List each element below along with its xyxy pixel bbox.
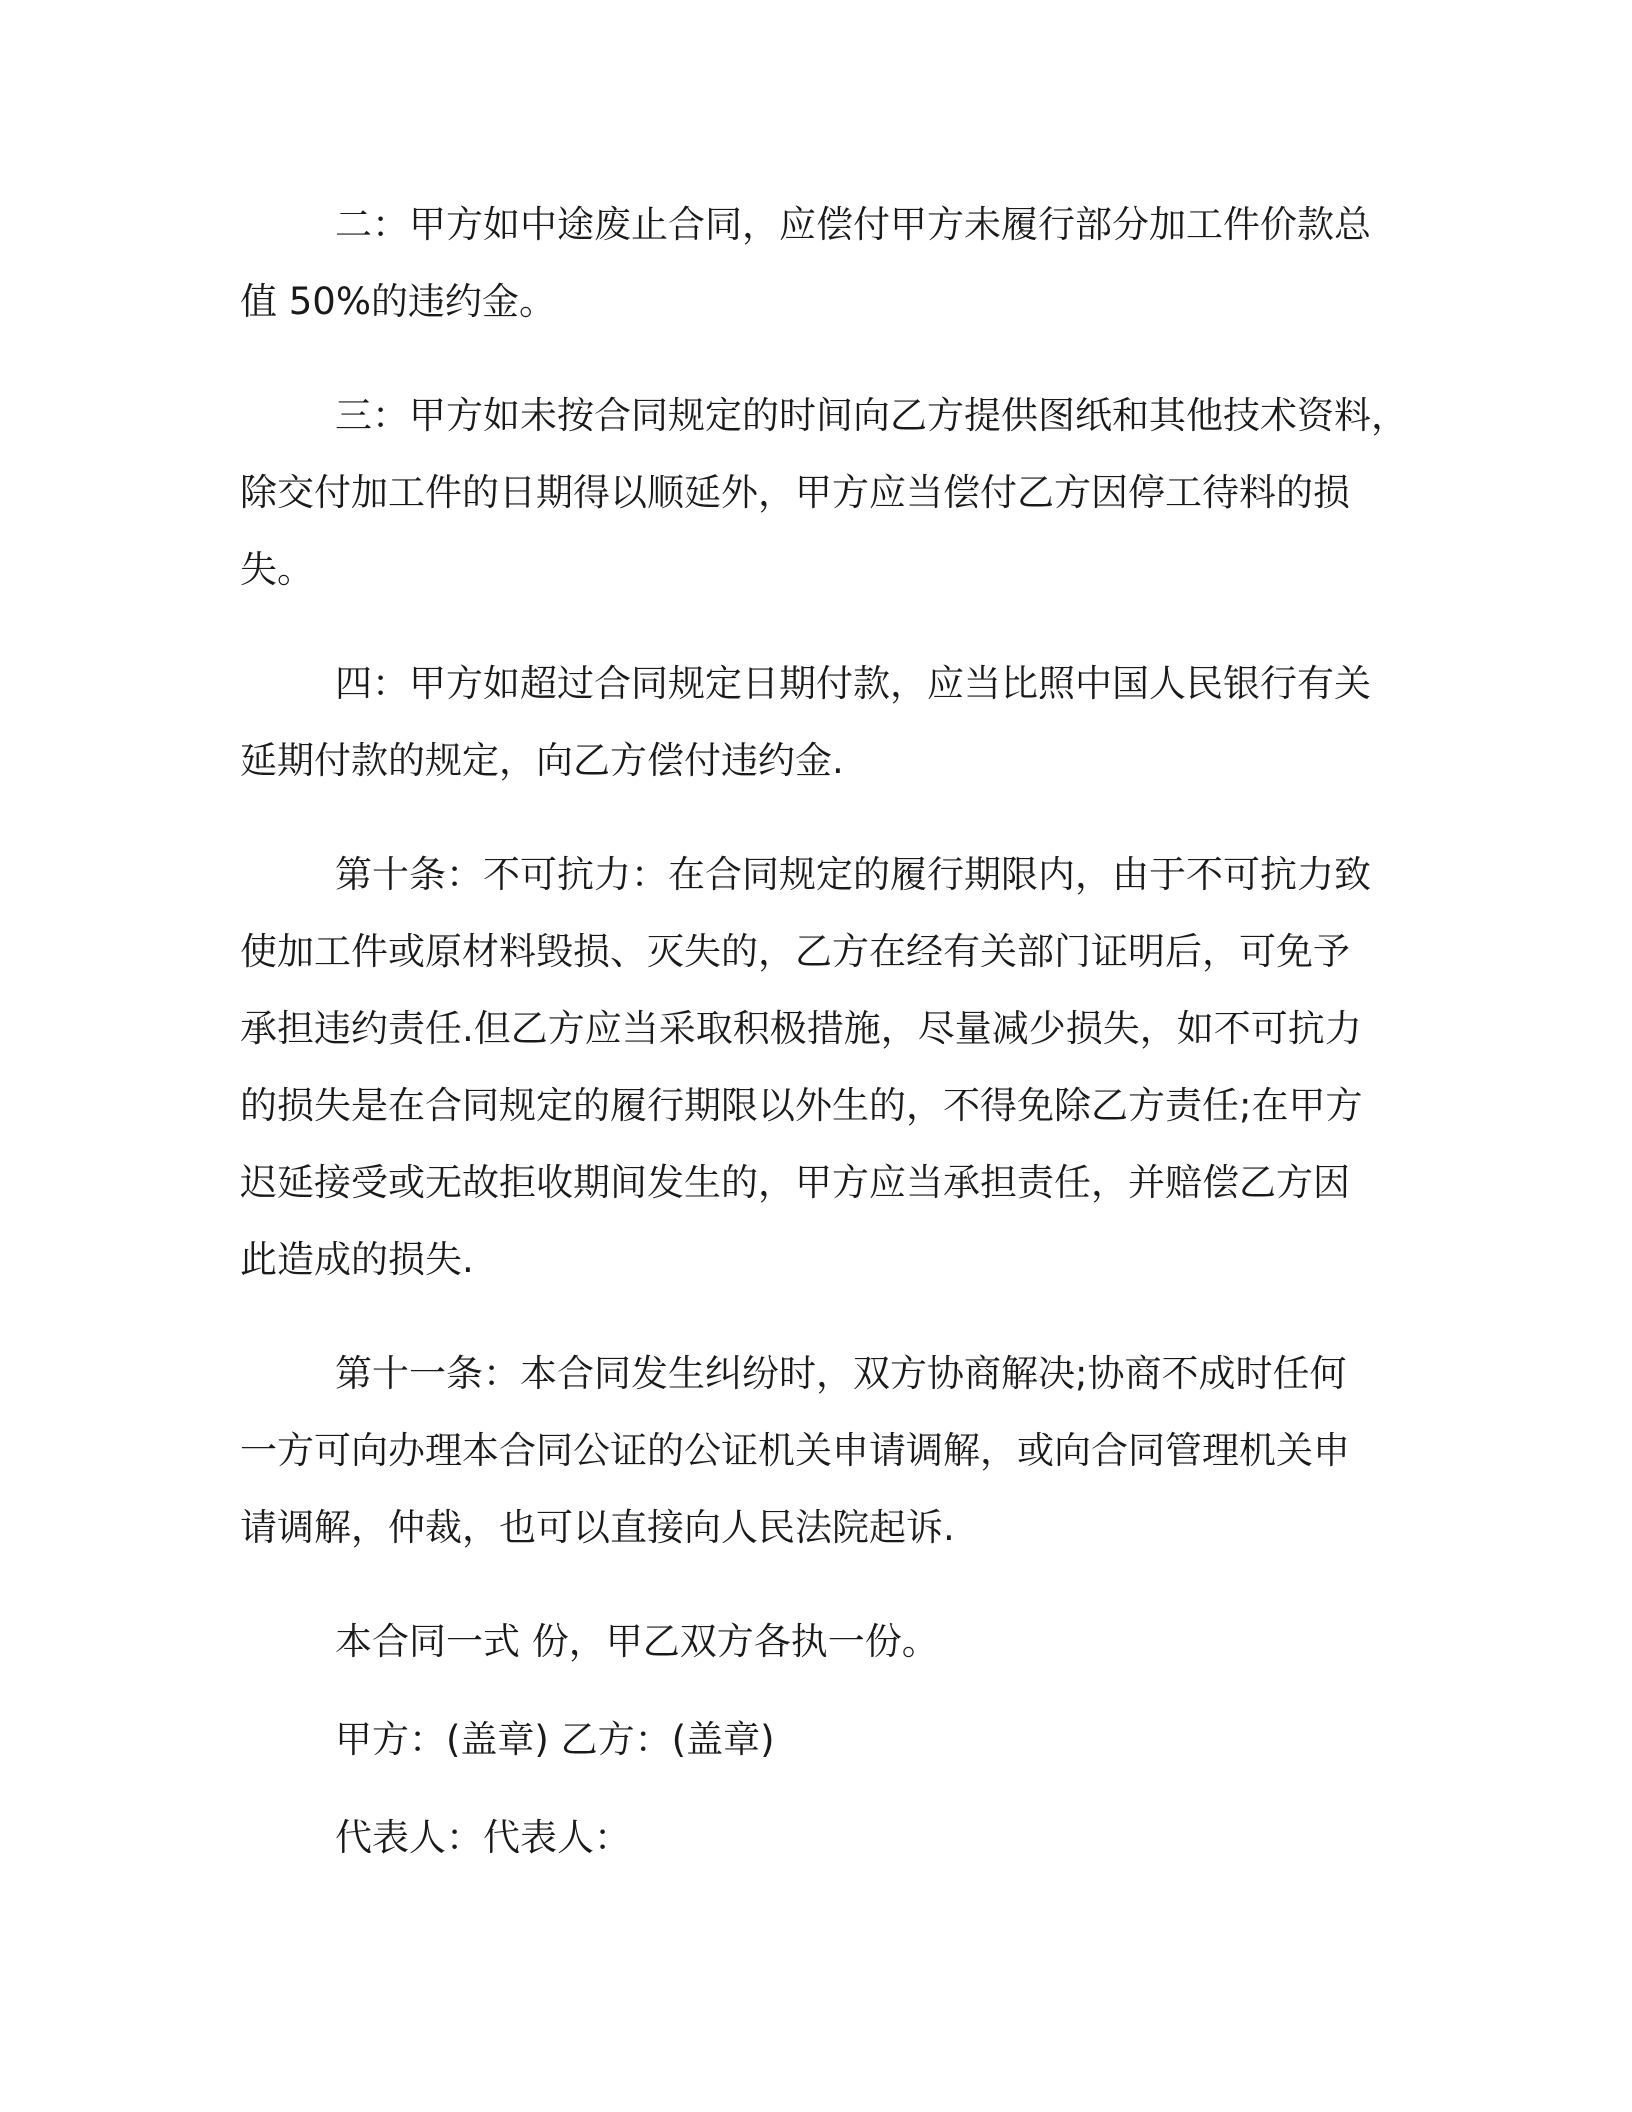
text-line: 值 50%的违约金。 <box>240 280 556 323</box>
text-line: 延期付款的规定，向乙方偿付违约金. <box>240 739 844 782</box>
text-line: 四：甲方如超过合同规定日期付款，应当比照中国人民银行有关 <box>335 662 1371 705</box>
text-line: 第十条：不可抗力：在合同规定的履行期限内，由于不可抗力致 <box>335 853 1371 896</box>
text-line: 使加工件或原材料毁损、灭失的，乙方在经有关部门证明后，可免予 <box>240 930 1350 973</box>
article-10-paragraph <box>240 836 1400 1298</box>
representative-line: 代表人：代表人： <box>335 1816 631 1859</box>
text-line: 二：甲方如中途废止合同，应偿付甲方未履行部分加工件价款总 <box>335 203 1371 246</box>
text-line: 此造成的损失. <box>240 1238 474 1281</box>
clause-paragraph-4 <box>240 645 1400 799</box>
seal-line: 甲方：(盖章) 乙方：(盖章) <box>335 1718 775 1761</box>
text-line: 请调解，仲裁，也可以直接向人民法院起诉. <box>240 1506 955 1549</box>
copies-statement: 本合同一式 份，甲乙双方各执一份。 <box>335 1620 939 1663</box>
text-line: 第十一条：本合同发生纠纷时，双方协商解决;协商不成时任何 <box>335 1352 1347 1395</box>
text-line: 三：甲方如未按合同规定的时间向乙方提供图纸和其他技术资料， <box>335 394 1408 437</box>
text-line: 一方可向办理本合同公证的公证机关申请调解，或向合同管理机关申 <box>240 1429 1350 1472</box>
article-11-paragraph <box>240 1335 1400 1566</box>
text-line: 的损失是在合同规定的履行期限以外生的，不得免除乙方责任;在甲方 <box>240 1084 1363 1127</box>
clause-paragraph-3 <box>240 377 1408 608</box>
text-line: 除交付加工件的日期得以顺延外，甲方应当偿付乙方因停工待料的损 <box>240 471 1350 514</box>
text-line: 迟延接受或无故拒收期间发生的，甲方应当承担责任，并赔偿乙方因 <box>240 1161 1350 1204</box>
text-line: 承担违约责任.但乙方应当采取积极措施，尽量减少损失，如不可抗力 <box>240 1007 1362 1050</box>
text-line: 失。 <box>240 548 314 591</box>
clause-paragraph-2 <box>240 186 1400 340</box>
document-body <box>240 186 1408 1897</box>
